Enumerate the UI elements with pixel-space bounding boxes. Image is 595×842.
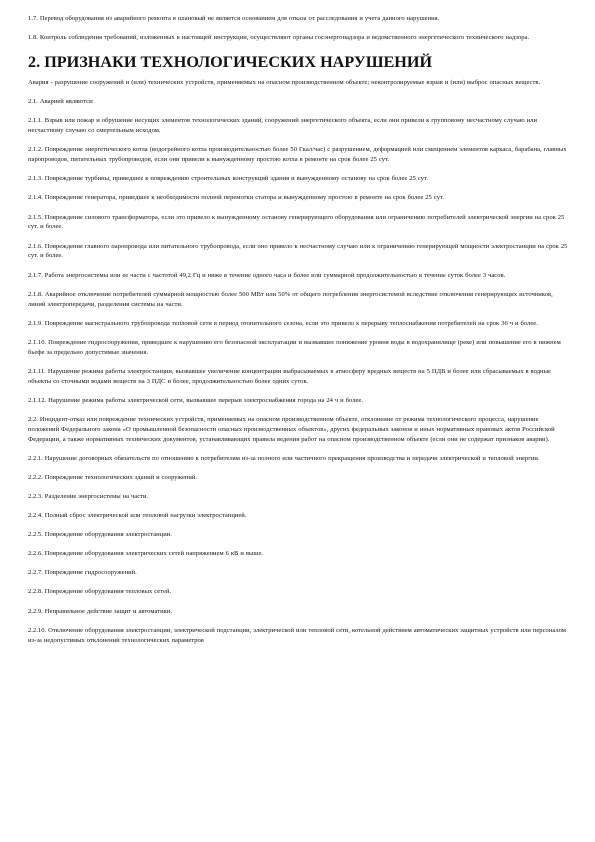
paragraph-2-1-3: 2.1.3. Повреждение турбины, приведшее к повреждению строительных конструкций здания и вынужденному останову на срок более 25 сут.: [28, 175, 429, 183]
paragraph-2-1-7: 2.1.7. Работа энергосистемы или ее части с частотой 49,2 Гц и ниже в течение одного часа и более или суммарной продолжительностью в течение суток более 3 часов.: [28, 271, 506, 279]
document-page: [28, 14, 569, 655]
paragraph-2-2-6: 2.2.6. Повреждение оборудования электрических сетей напряжением 6 кВ и выше.: [28, 550, 264, 558]
section-heading: 2. ПРИЗНАКИ ТЕХНОЛОГИЧЕСКИХ НАРУШЕНИЙ: [28, 53, 433, 72]
paragraph-2-1-1: 2.1.1. Взрыв или пожар и обрушение несущих элементов технологических зданий, сооружений энергетического объекта, если они привели к групповому несчастному случаю или несчастному случаю со смертельным исходом.: [28, 117, 537, 135]
paragraph-2-2-8: 2.2.8. Повреждение оборудования тепловых сетей.: [28, 588, 172, 596]
paragraph-2-1-4: 2.1.4. Повреждение генератора, приведшее к необходимости полной перемотки статора и вынужденному простою в ремонте на срок более 25 сут.: [28, 194, 444, 202]
paragraph-2-2-10: 2.2.10. Отключение оборудования электростанции, электрической подстанции, электрической или тепловой сети, котельной действием автоматических защитных устройств или персоналом из-за недопустимых отклонений технологических параметров: [28, 626, 566, 644]
paragraph-2-1-2: 2.1.2. Повреждение энергетического котла (водогрейного котла производительностью более 50 Гкал/час) с разрушением, деформацией или смещением элементов каркаса, барабана, главных паропроводов, питательных трубопроводов, если они привели к вынужденному простою котла в ремонте на срок более 25 сут.: [28, 146, 567, 164]
paragraph-1-7: 1.7. Перевод оборудования из аварийного ремонта в плановый не является основанием для отказа от расследования и учета данного нарушения.: [28, 15, 440, 22]
paragraph-2-2-4: 2.2.4. Полный сброс электрической или тепловой нагрузки электростанцией.: [28, 512, 247, 520]
paragraph-2-1-10: 2.1.10. Повреждение гидросооружения, приведшее к нарушению его безопасной эксплуатации и вызвавшее понижение уровня воды в водохранилище (реке) или повышение его в нижнем бьефе за предельно допустимые значения.: [28, 338, 561, 356]
paragraph-2-1: 2.1. Аварией являются:: [28, 98, 94, 106]
paragraph-2-2-2: 2.2.2. Повреждение технологических зданий и сооружений.: [28, 473, 198, 481]
paragraph-2-2-3: 2.2.3. Разделение энергосистемы на части.: [28, 492, 149, 500]
paragraph-accident-definition: Авария - разрушение сооружений и (или) технических устройств, применяемых на опасном производственном объекте; неконтролируемые взрыв и (или) выброс опасных веществ.: [28, 79, 541, 87]
paragraph-2-2-9: 2.2.9. Неправильное действие защит и автоматики.: [28, 607, 172, 615]
paragraph-2-2-5: 2.2.5. Повреждение оборудования электростанции.: [28, 531, 172, 539]
paragraph-1-8: 1.8. Контроль соблюдения требований, изложенных в настоящей инструкции, осуществляют органы госэнергонадзора и ведомственного энергетического технического надзора.: [28, 34, 530, 42]
paragraph-2-2: 2.2. Инцидент-отказ или повреждение технических устройств, применяемых на опасном производственном объекте, отклонение от режима технологического процесса, нарушение положений Федерального закона «О промышленной безопасности опасных производственных объектов», других федеральных законов и иных нормативных правовых актов Российской Федерации, а также нормативных технических документов, устанавливающих правила ведения работ на опасном производственном объекте (если они не содержат признаков аварии).: [28, 415, 555, 443]
paragraph-2-2-7: 2.2.7. Повреждение гидросооружений.: [28, 569, 137, 577]
paragraph-2-1-11: 2.1.11. Нарушение режима работы электростанции, вызвавшее увеличение концентрации выбрасываемых в атмосферу вредных веществ на 5 ПДВ и более или сбрасываемых в водные объекты со сточными водами веществ на 3 ПДС и более, продолжительностью более одних суток.: [28, 367, 551, 385]
paragraph-2-1-9: 2.1.9. Повреждение магистрального трубопровода тепловой сети в период отопительного сезона, если это привело к перерыву теплоснабжения потребителей на срок 36 ч и более.: [28, 319, 538, 327]
paragraph-2-2-1: 2.2.1. Нарушение договорных обязательств по отношению к потребителям из-за полного или частичного прекращения производства и передачи электрической и тепловой энергии.: [28, 454, 540, 462]
paragraph-2-1-5: 2.1.5. Повреждение силового трансформатора, если это привело к вынужденному останову генерирующего оборудования или ограничению потребителей электрической энергии на срок 25 сут. и более.: [28, 213, 565, 231]
paragraph-2-1-6: 2.1.6. Повреждение главного паропровода или питательного трубопровода, если оно привело к несчастному случаю или к ограничению генерирующей мощности электростанции на срок 25 сут. и более.: [28, 242, 568, 260]
paragraph-2-1-12: 2.1.12. Нарушение режима работы электрической сети, вызвавшее перерыв электроснабжения города на 24 ч и более.: [28, 396, 364, 404]
paragraph-2-1-8: 2.1.8. Аварийное отключение потребителей суммарной мощностью более 500 МВт или 50% от общего потребления энергосистемой вследствие отключения генерирующих источников, линий электропередачи, разделения системы на части.: [28, 290, 553, 308]
